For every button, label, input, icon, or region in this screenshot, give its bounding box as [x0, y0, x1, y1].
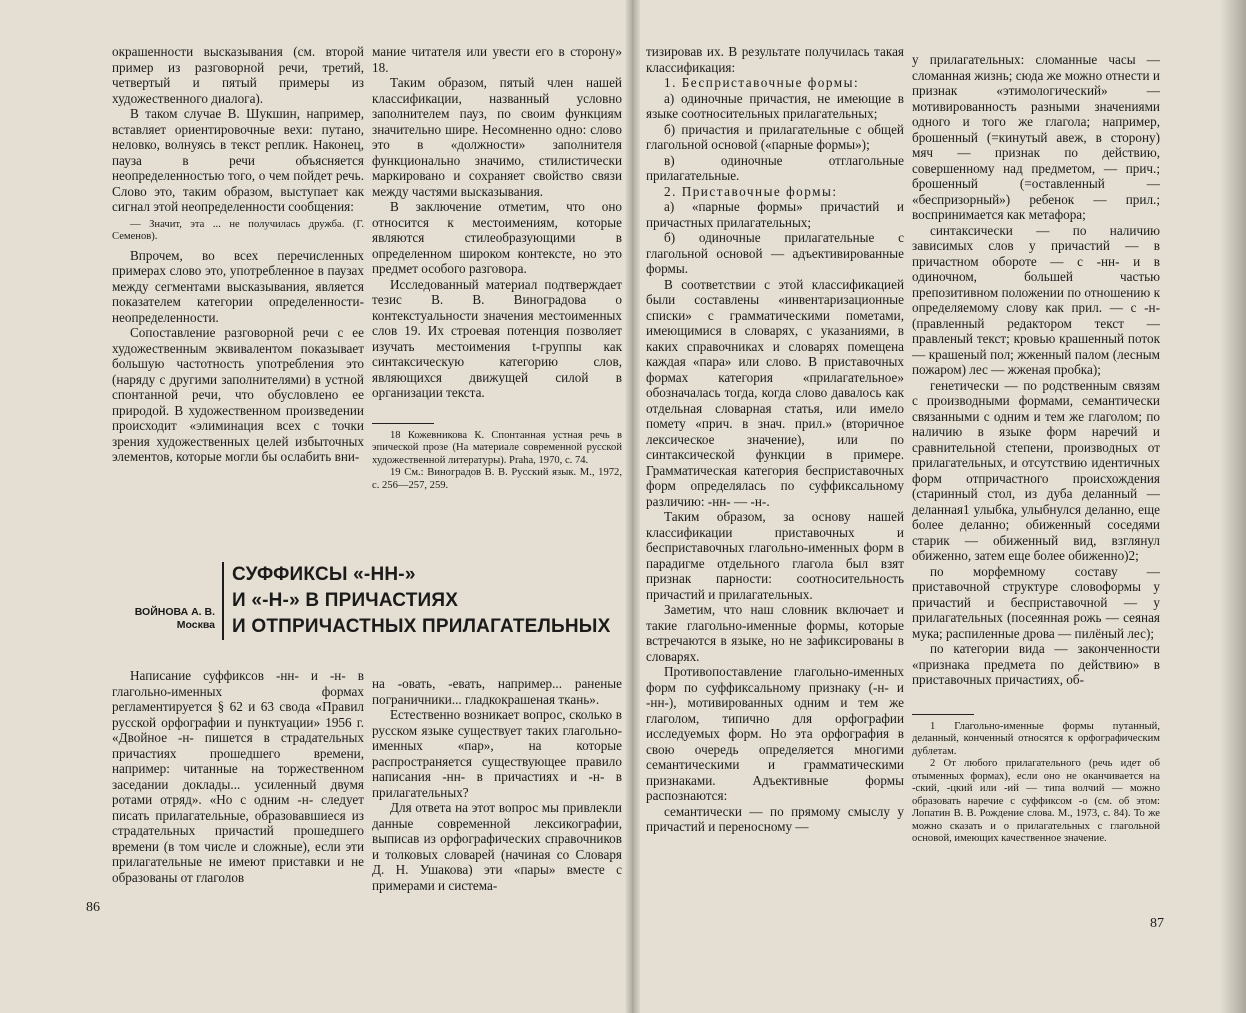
page-number-right: 87: [1150, 916, 1164, 931]
paragraph: Естественно возникает вопрос, сколько в русском языке существует таких глагольно-именных «пар», на которые распространяется существующее правило написания -нн- в причастиях и -н- в прилагательных?: [372, 707, 622, 800]
book-spine: [626, 0, 640, 1013]
footnote: 18 Кожевникова К. Спонтанная устная речь в эпической прозе (На материале современной русской художественной литературы). Praha, 1970, с. 74.: [372, 429, 622, 466]
paragraph: генетически — по родственным связям с производными формами, семантически связанными с одним и тем же глаголом; по наличию в языке форм наречий и сравнительной степени, производных от прилагательных, и отсутствию идентичных форм отпричастного происхождения (старинный стол, из дуба деланный — деланная1 улыбка, улыбнулся деланно, еще более деланно; обиженный соседями старик — обиженный вид, взглянул обиженно, затем еще более обиженно)2;: [912, 377, 1160, 563]
paragraph: Таким образом, за основу нашей классификации приставочных и бесприставочных глагольно-именных форм в парадигме отдельного глагола был взят признак парности: соотносительность причастий и прилагательных.: [646, 509, 904, 602]
list-item: а) одиночные причастия, не имеющие в языке соотносительных прилагательных;: [646, 90, 904, 121]
quote: — Значит, эта ... не получилась дружба. (Г. Семенов).: [112, 218, 364, 242]
paragraph: у прилагательных: сломанные часы — сломанная жизнь; сюда же можно отнести и признак «этимологический» — мотивированность разными значениями одного и того же глагола; например, брошенный (=кинутый авеж, в сторону) мяч — признак по действию, совершенному над предметом, — прич.; брошенный (=оставленный — «беспризорный») ребенок — прил.; воспринимается как метафора;: [912, 52, 1160, 222]
footnote-rule: [372, 423, 434, 424]
article-author: [100, 606, 215, 632]
paragraph: В заключение отметим, что оно относится к местоимениям, которые являются стилеобразующими в определенном широком контексте, но это предмет особого разговора.: [372, 199, 622, 276]
right-column-2: [912, 52, 1160, 922]
paragraph: В таком случае В. Шукшин, например, вставляет ориентировочные вехи: путано, неловко, волнуясь в текст реплик. Наконец, пауза в речи объясняется неопределенностью того, о чем пойдет речь. Слово это, таким образом, выступает как сигнал этой неопределенности сообщения:: [112, 106, 364, 214]
paragraph: на -овать, -евать, например... раненые пограничники... гладкокрашеная ткань».: [372, 676, 622, 707]
left-column-3: [112, 668, 364, 908]
article-title: [232, 562, 610, 640]
list-item: б) одиночные прилагательные с глагольной основой — адъективированные формы.: [646, 230, 904, 276]
title-line: СУФФИКСЫ «-НН-»: [232, 564, 416, 585]
paragraph: Заметим, что наш словник включает и такие глагольно-именные формы, которые встречаются в языке, но не зафиксированы в словарях.: [646, 602, 904, 664]
paragraph: по категории вида — законченности «признака предмета по действию» в приставочных причастиях, об-: [912, 641, 1160, 687]
right-column-1: [646, 44, 904, 924]
paragraph: Для ответа на этот вопрос мы привлекли данные современной лексикографии, выписав из орфографических справочников и толковых словарей (начиная со Словаря Д. Н. Ушакова) эти «пары» вместе с примерами и система-: [372, 800, 622, 893]
paragraph: Таким образом, пятый член нашей классификации, названный условно заполнителем пауз, по своим функциям значительно шире. Несомненно одно: слово это в «должности» заполнителя функционально значимо, стилистически маркировано и сохраняет свойство связи между частями высказывания.: [372, 75, 622, 199]
left-column-4: [372, 676, 622, 908]
paragraph: Противопоставление глагольно-именных форм по суффиксальному признаку (-н- и -нн-), мотивированных одним и тем же глаголом, типично для орфографии исследуемых форм. Но эта орфография в свою очередь определяется многими семантическими и грамматическими признаками. Адъективные формы распознаются:: [646, 664, 904, 803]
footnote: 19 См.: Виноградов В. В. Русский язык. М., 1972, с. 256—257, 259.: [372, 467, 622, 491]
paragraph: Впрочем, во всех перечисленных примерах слово это, употребленное в паузах между сегментами высказывания, является показателем категории определенности-неопределенности.: [112, 247, 364, 325]
list-heading: 2. Приставочные формы:: [664, 183, 838, 199]
left-column-2: [372, 44, 622, 491]
paragraph: В соответствии с этой классификацией были составлены «инвентаризационные списки» с грамматическими пометами, имеющимися в словарях, с указаниями, в каких справочниках и словарях помещена каждая «пара» или слово. В приставочных формах категория «прилагательное» обозначалась тогда, когда слово давалось как отдельная словарная статья, или имело помету «прич. в знач. прил.» (вторичное лексическое значение), или по синтаксической функции в примере. Грамматическая категория бесприставочных форм определялась по суффиксальному различию: -нн- — -н-.: [646, 276, 904, 509]
paragraph: мание читателя или увести его в сторону» 18.: [372, 44, 622, 75]
paragraph: окрашенности высказывания (см. второй пример из разговорной речи, третий, четвертый и пятый примеры из художественного диалога).: [112, 44, 364, 106]
paragraph: Сопоставление разговорной речи с ее художественным эквивалентом показывает большую частотность употребления это (наряду с другими заполнителями) в устной спонтанной речи, что обусловлено ее природой. В художественном произведении происходит «элиминация всех с точки зрения художественных целей избыточных элементов, которые могли бы ослабить вни-: [112, 325, 364, 464]
list-item: б) причастия и прилагательные с общей глагольной основой («парные формы»);: [646, 121, 904, 152]
title-line: И ОТПРИЧАСТНЫХ ПРИЛАГАТЕЛЬНЫХ: [232, 616, 611, 637]
list-item: а) «парные формы» причастий и причастных прилагательных;: [646, 199, 904, 230]
paragraph: синтаксически — по наличию зависимых слов у причастий — в причастном обороте — с -нн- и в одиночном, большей частью препозитивном положении по отношению к определяемому слову как прил. — с -н- (правленный редактором текст — правленый текст; кровью крашенный поток — крашеный пол; жженный палом (лесным пожаром) лес — жженая пробка);: [912, 222, 1160, 377]
left-column-1: [112, 44, 364, 484]
list-heading: 1. Бесприставочные формы:: [664, 75, 860, 90]
page-number-left: 86: [86, 900, 100, 915]
paragraph: Написание суффиксов -нн- и -н- в глагольно-именных формах регламентируется § 62 и 63 свода «Правил русской орфографии и пунктуации» 1956 г. «Двойное -н- пишется в страдательных причастиях прошедшего времени, например: читанные на торжественном заседании доклады... усиленный двумя ротами отряд». «Но с одним -н- следует писать прилагательные, образовавшиеся из страдательных причастий прошедшего времени (в том числе и сложные), если эти прилагательные не имеют приставки и не образованы от глаголов: [112, 668, 364, 885]
footnote-rule: [912, 714, 974, 715]
page-edge-shadow: [1220, 0, 1246, 1013]
author-city: Москва: [176, 619, 215, 631]
title-rule: [222, 562, 224, 640]
footnote: 1 Глагольно-именные формы путанный, деланный, конченный относятся к орфографическим дублетам.: [912, 720, 1160, 757]
paragraph: тизировав их. В результате получилась такая классификация:: [646, 44, 904, 75]
paragraph: семантически — по прямому смыслу у причастий и переносному —: [646, 803, 904, 834]
paragraph: Исследованный материал подтверждает тезис В. В. Виноградова о контекстуальности значения местоименных слов 19. Их строевая потенция позволяет изучать местоимения t-группы как синтаксическую категорию слов, являющихся движущей силой в организации текста.: [372, 276, 622, 400]
author-name: ВОЙНОВА А. В.: [134, 606, 215, 618]
list-item: в) одиночные отглагольные прилагательные.: [646, 152, 904, 183]
title-line: И «-Н-» В ПРИЧАСТИЯХ: [232, 590, 459, 611]
paragraph: по морфемному составу — приставочной структуре словоформы у причастий и бесприставочной — у прилагательных (посеянная рожь — сеяная мука; распиленные дрова — пилёный лес);: [912, 563, 1160, 641]
footnote: 2 От любого прилагательного (речь идет об отыменных формах), если оно не оканчивается на -ский, -цкий или -ий — типа волчий — можно образовать наречие с суффиксом -о (см. об этом: Лопатин В. В. Рождение слова. М., 1973, с. 84). То же можно сказать и о прилагательных с глагольной основой, имеющих качественное значение.: [912, 758, 1160, 844]
